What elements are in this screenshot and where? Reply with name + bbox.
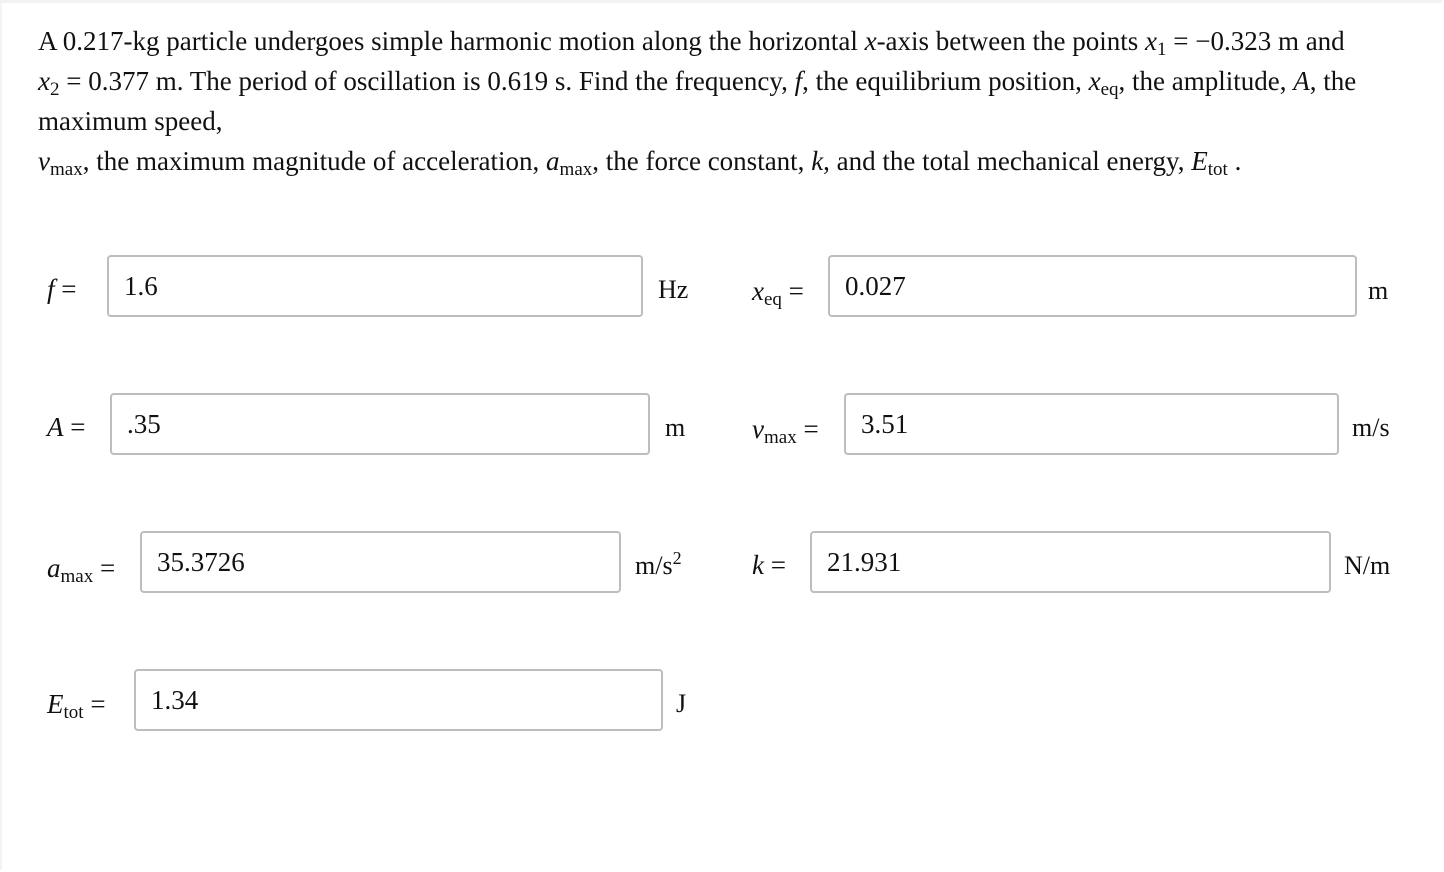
max-acceleration-input[interactable] bbox=[140, 531, 621, 593]
frequency-input[interactable] bbox=[107, 255, 643, 317]
max-acceleration-unit: $m/s^2$ bbox=[635, 548, 682, 580]
equilibrium-position-input[interactable] bbox=[828, 255, 1357, 317]
max-acceleration-label: $a_{max}$ = bbox=[47, 553, 116, 587]
amplitude-unit: m bbox=[665, 413, 686, 442]
max-speed-input[interactable] bbox=[844, 393, 1339, 455]
amplitude-input[interactable] bbox=[110, 393, 650, 455]
problem-statement: A 0.217-kg particle undergoes simple harmonic motion along the horizontal x-axis between the points $x_1 = -0.323$ m and $x_2 = 0.377$ m. The period of oscillation is 0.619 s. Find the frequency, f, the equilibrium position, $x_{eq}$, the amplitude, A, the maximum speed, $v_{max}$, the maximum magnitude of acceleration, $a_{max}$, the force constant, k, and the total mechanical energy, $E_{tot}$ . bbox=[38, 26, 1357, 180]
total-energy-input[interactable] bbox=[134, 669, 663, 731]
frequency-label: f = bbox=[47, 274, 77, 304]
amplitude-label: A = bbox=[47, 412, 86, 442]
total-energy-label: $E_{tot}$ = bbox=[47, 689, 106, 723]
equilibrium-position-unit: m bbox=[1368, 276, 1389, 305]
max-speed-label: $v_{max}$ = bbox=[752, 414, 819, 448]
total-energy-unit: J bbox=[676, 689, 687, 718]
force-constant-unit: N/m bbox=[1344, 551, 1391, 580]
equilibrium-position-label: $x_{eq}$ = bbox=[752, 276, 804, 310]
max-speed-unit: m/s bbox=[1352, 413, 1390, 442]
force-constant-input[interactable] bbox=[810, 531, 1331, 593]
frequency-unit: Hz bbox=[658, 275, 689, 304]
force-constant-label: k = bbox=[752, 550, 786, 580]
